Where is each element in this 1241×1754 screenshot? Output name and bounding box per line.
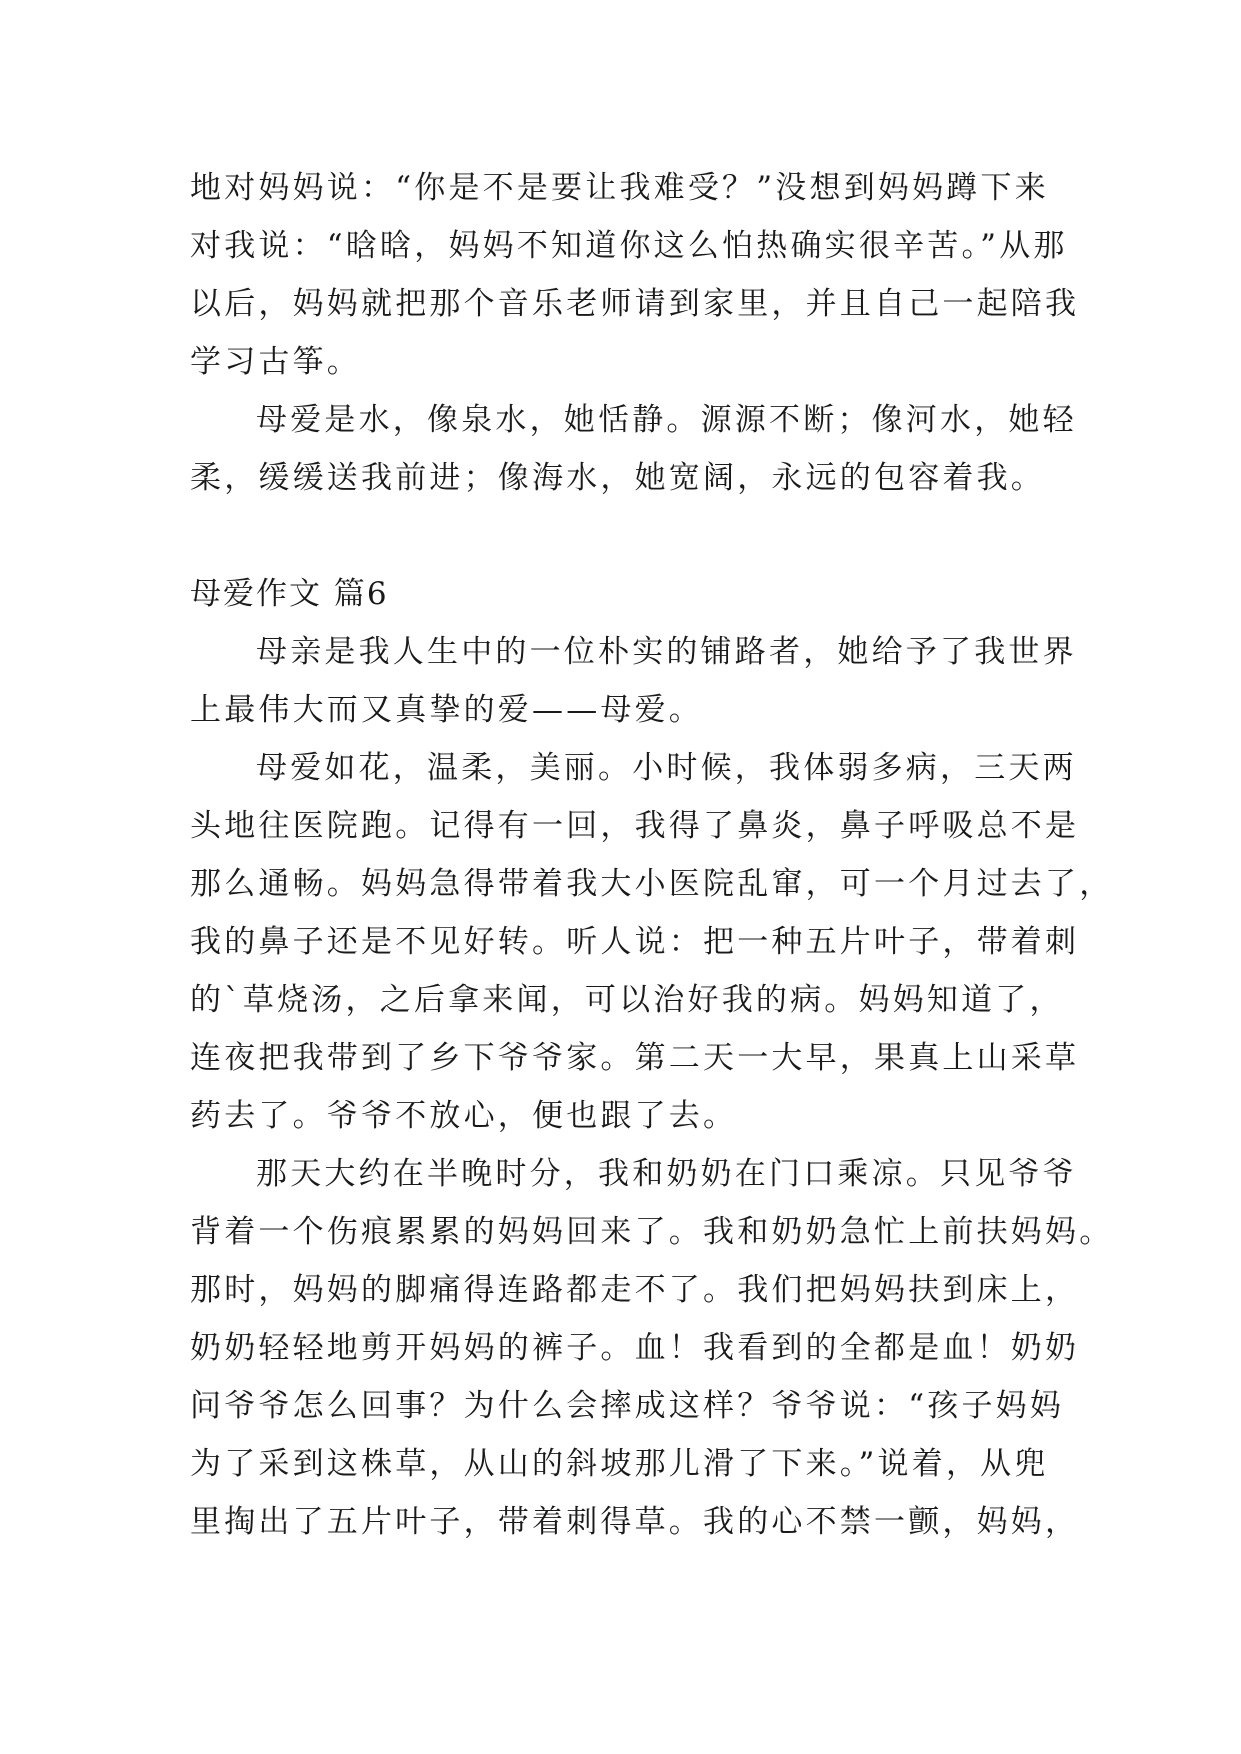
text-line: 地对妈妈说：“你是不是要让我难受？”没想到妈妈蹲下来 — [190, 170, 1049, 206]
text-line: 背着一个伤痕累累的妈妈回来了。我和奶奶急忙上前扶妈妈。 — [190, 1214, 1114, 1250]
text-line: 头地往医院跑。记得有一回，我得了鼻炎，鼻子呼吸总不是 — [190, 808, 1080, 844]
text-line: 的`草烧汤，之后拿来闻，可以治好我的病。妈妈知道了， — [190, 982, 1064, 1018]
text-line: 里掏出了五片叶子，带着刺得草。我的心不禁一颤，妈妈， — [190, 1504, 1080, 1540]
text-line: 我的鼻子还是不见好转。听人说：把一种五片叶子，带着刺 — [190, 924, 1080, 960]
text-line: 母爱是水，像泉水，她恬静。源源不断；像河水，她轻 — [256, 402, 1077, 438]
section-heading: 母爱作文 篇6 — [190, 576, 389, 612]
text-line: 那天大约在半晚时分，我和奶奶在门口乘凉。只见爷爷 — [256, 1156, 1077, 1192]
text-line: 学习古筝。 — [190, 344, 361, 380]
text-line: 柔，缓缓送我前进；像海水，她宽阔，永远的包容着我。 — [190, 460, 1045, 496]
text-line: 问爷爷怎么回事？为什么会摔成这样？爷爷说：“孩子妈妈 — [190, 1388, 1065, 1424]
text-line: 母爱如花，温柔，美丽。小时候，我体弱多病，三天两 — [256, 750, 1077, 786]
text-line: 母亲是我人生中的一位朴实的铺路者，她给予了我世界 — [256, 634, 1077, 670]
text-line: 上最伟大而又真挚的爱——母爱。 — [190, 692, 703, 728]
text-line: 那么通畅。妈妈急得带着我大小医院乱窜，可一个月过去了， — [190, 866, 1114, 902]
text-line: 为了采到这株草，从山的斜坡那儿滑了下来。”说着，从兜 — [190, 1446, 1049, 1482]
text-line: 以后，妈妈就把那个音乐老师请到家里，并且自己一起陪我 — [190, 286, 1080, 322]
text-line: 那时，妈妈的脚痛得连路都走不了。我们把妈妈扶到床上， — [190, 1272, 1080, 1308]
text-line: 对我说：“晗晗，妈妈不知道你这么怕热确实很辛苦。”从那 — [190, 228, 1068, 264]
text-line: 药去了。爷爷不放心，便也跟了去。 — [190, 1098, 738, 1134]
text-line: 连夜把我带到了乡下爷爷家。第二天一大早，果真上山采草 — [190, 1040, 1080, 1076]
text-line: 奶奶轻轻地剪开妈妈的裤子。血！我看到的全都是血！奶奶 — [190, 1330, 1080, 1366]
